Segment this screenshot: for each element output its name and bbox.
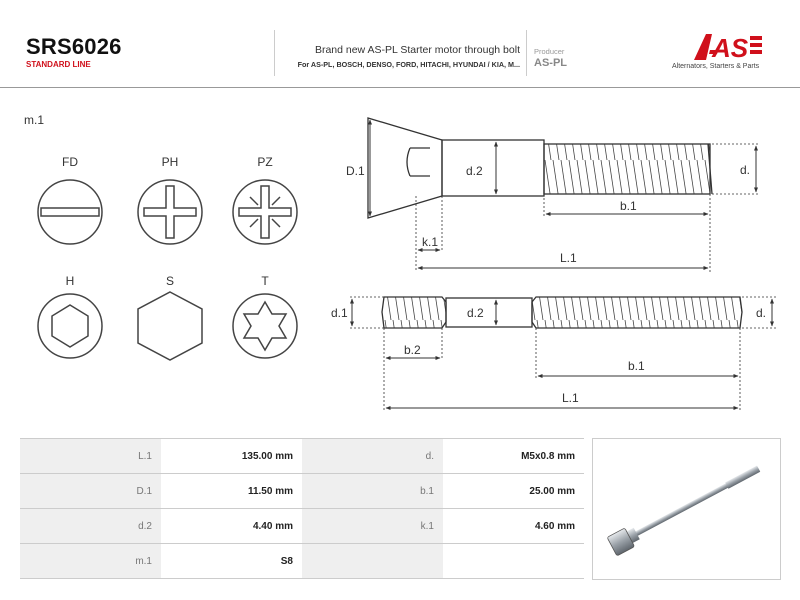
- drive-label-ph: PH: [161, 155, 179, 169]
- drive-label-t: T: [261, 274, 269, 288]
- producer-label: Producer: [534, 47, 565, 56]
- stud-dim-label-b1: b.1: [628, 359, 645, 373]
- pozidriv-drive-icon: [233, 180, 297, 244]
- drive-label-s: S: [165, 274, 175, 288]
- stud-dim-label-L1: L.1: [562, 391, 579, 405]
- stud-dim-label-d1: d.1: [331, 306, 348, 320]
- table-row: [20, 439, 584, 474]
- spec-value: 135.00 mm: [241, 450, 293, 462]
- header-divider: [274, 30, 275, 76]
- dim-label-L1: L.1: [560, 251, 577, 265]
- spec-label: k.1: [302, 509, 443, 543]
- spec-value: [443, 544, 584, 578]
- spec-value: 4.60 mm: [534, 520, 575, 532]
- spec-label: b.1: [302, 474, 443, 508]
- spec-value: 11.50 mm: [247, 485, 293, 497]
- spec-label: d.: [302, 439, 443, 473]
- spec-label: d.2: [20, 509, 161, 543]
- dim-label-b1: b.1: [620, 199, 637, 213]
- spec-label: D.1: [20, 474, 161, 508]
- header-divider: [526, 30, 527, 76]
- product-line: STANDARD LINE: [26, 60, 91, 69]
- page-header: [0, 0, 800, 88]
- product-code: SRS6026: [26, 34, 122, 59]
- product-applications: For AS-PL, BOSCH, DENSO, FORD, HITACHI, HYUNDAI / KIA, M...: [297, 60, 520, 69]
- torx-drive-icon: [233, 294, 297, 358]
- technical-drawing: [0, 100, 800, 430]
- stud-dim-label-d: d.: [756, 306, 767, 320]
- spec-value: 4.40 mm: [252, 520, 293, 532]
- dim-label-d2: d.2: [466, 164, 483, 178]
- drive-label-fd: FD: [62, 155, 78, 169]
- dim-label-D1: D.1: [346, 164, 365, 178]
- section-label: m.1: [24, 113, 45, 127]
- stud-dim-label-d2: d.2: [467, 306, 484, 320]
- spec-value: M5x0.8 mm: [521, 450, 575, 462]
- table-row: [20, 474, 584, 509]
- specifications-table: [20, 438, 584, 579]
- spec-value: S8: [280, 555, 293, 567]
- hex-socket-drive-icon: [38, 294, 102, 358]
- producer-name: AS-PL: [534, 57, 567, 69]
- spec-label: L.1: [20, 439, 161, 473]
- brand-logo: [690, 30, 770, 64]
- spec-label: [302, 544, 443, 578]
- countersunk-screw-drawing: [368, 118, 712, 218]
- stud-dim-label-b2: b.2: [404, 343, 421, 357]
- slotted-drive-icon: [38, 180, 102, 244]
- spec-label: m.1: [20, 544, 161, 578]
- logo-text: AS: [712, 33, 749, 63]
- dim-label-k1: k.1: [422, 235, 439, 249]
- product-photo: [592, 438, 781, 580]
- table-row: [20, 509, 584, 544]
- product-description: Brand new AS-PL Starter motor through bolt: [314, 44, 520, 56]
- spec-value: 25.00 mm: [529, 485, 575, 497]
- table-row: [20, 544, 584, 579]
- bolt-photo-image: [593, 439, 780, 579]
- brand-tagline: Alternators, Starters & Parts: [672, 63, 760, 70]
- dim-label-d: d.: [740, 163, 751, 177]
- hex-head-icon: [138, 292, 202, 360]
- stud-bolt-drawing: [382, 297, 742, 328]
- drive-label-h: H: [65, 274, 75, 288]
- phillips-drive-icon: [138, 180, 202, 244]
- drive-label-pz: PZ: [257, 155, 273, 169]
